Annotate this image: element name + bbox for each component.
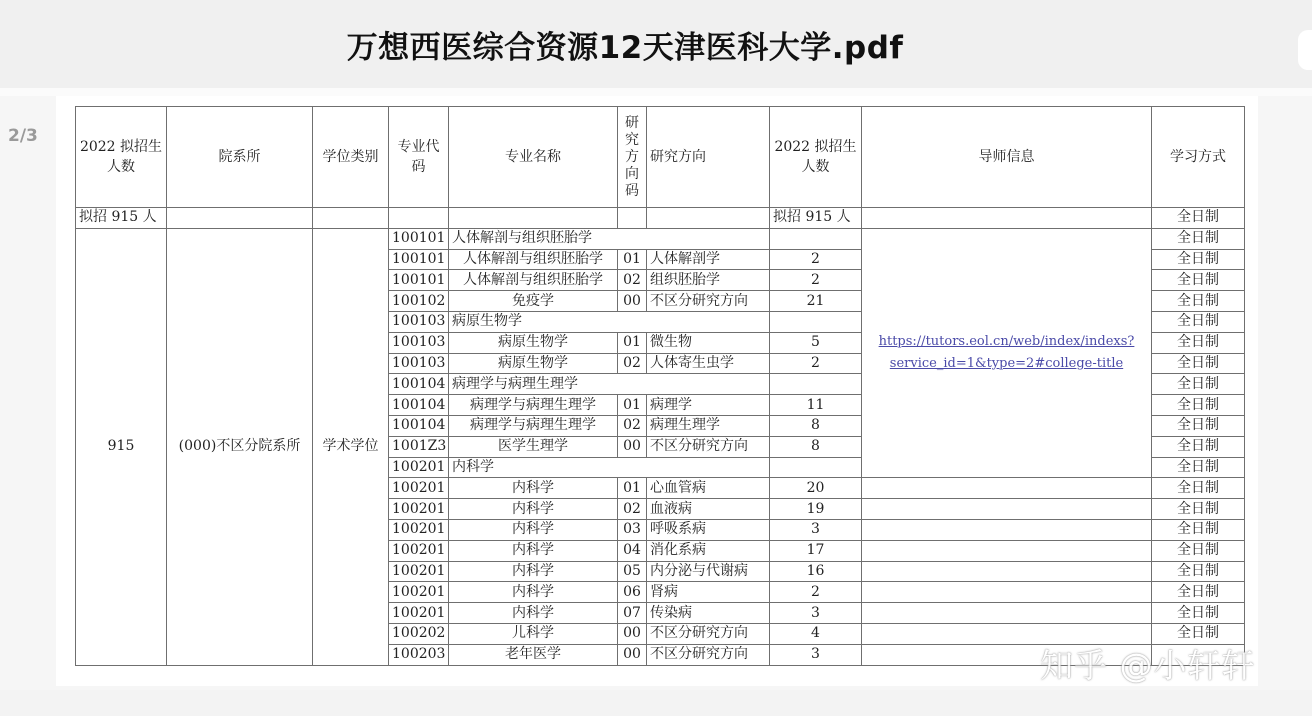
direction-cell: 消化系病: [647, 540, 770, 561]
major-name-cell: 内科学: [449, 582, 618, 603]
tutor-link-line2[interactable]: service_id=1&type=2#college-title: [889, 356, 1124, 372]
empty-cell: [449, 208, 618, 229]
direction-code-cell: 01: [618, 332, 647, 353]
direction-cell: 内分泌与代谢病: [647, 561, 770, 582]
major-code-cell: 1001Z3: [389, 436, 449, 457]
major-code-cell: 100103: [389, 332, 449, 353]
header-cell: 专业代码: [389, 107, 449, 208]
total-enroll-cell: 拟招 915 人: [770, 208, 862, 229]
enroll-num-cell: 3: [770, 644, 862, 665]
mode-cell: 全日制: [1152, 415, 1245, 436]
mode-cell: 全日制: [1152, 436, 1245, 457]
enroll-num-cell: 4: [770, 623, 862, 644]
enroll-num-cell: 19: [770, 499, 862, 520]
total-row: [76, 208, 1245, 229]
direction-cell: 组织胚胎学: [647, 270, 770, 291]
direction-cell: 肾病: [647, 582, 770, 603]
empty-cell: [862, 582, 1152, 603]
direction-code-cell: 02: [618, 499, 647, 520]
enroll-num-cell: 3: [770, 603, 862, 624]
major-name-cell: 内科学: [449, 603, 618, 624]
document-title: 万想西医综合资源12天津医科大学.pdf: [346, 30, 904, 66]
header-cell: 研究方向: [647, 107, 770, 208]
direction-code-cell: 02: [618, 270, 647, 291]
empty-cell: [389, 208, 449, 229]
empty-cell: [647, 208, 770, 229]
direction-code-cell: 03: [618, 519, 647, 540]
table-header-row: [76, 107, 1245, 208]
enroll-num-cell: [770, 228, 862, 249]
major-code-cell: 100104: [389, 374, 449, 395]
enroll-num-cell: 20: [770, 478, 862, 499]
direction-cell: 不区分研究方向: [647, 623, 770, 644]
enroll-num-cell: 21: [770, 291, 862, 312]
empty-cell: [313, 208, 389, 229]
group-degree-cell: 学术学位: [313, 228, 389, 665]
direction-code-cell: 00: [618, 436, 647, 457]
table-row: [76, 228, 1245, 249]
major-code-cell: 100201: [389, 603, 449, 624]
major-code-cell: 100201: [389, 519, 449, 540]
major-name-cell: 内科学: [449, 561, 618, 582]
mode-cell: 全日制: [1152, 582, 1245, 603]
enroll-num-cell: [770, 457, 862, 478]
empty-cell: [862, 603, 1152, 624]
major-code-cell: 100201: [389, 582, 449, 603]
direction-code-cell: 06: [618, 582, 647, 603]
mode-cell: 全日制: [1152, 291, 1245, 312]
enroll-num-cell: 11: [770, 395, 862, 416]
direction-code-cell: 02: [618, 353, 647, 374]
enroll-num-cell: [770, 311, 862, 332]
major-name-cell: 病原生物学: [449, 311, 770, 332]
page-gap: [0, 88, 1312, 96]
direction-code-cell: 00: [618, 623, 647, 644]
major-code-cell: 100201: [389, 499, 449, 520]
admissions-table: [75, 106, 1245, 666]
header-cell: 学位类别: [313, 107, 389, 208]
direction-code-cell: 01: [618, 249, 647, 270]
major-name-cell: 内科学: [449, 478, 618, 499]
direction-code-cell: 01: [618, 395, 647, 416]
major-name-cell: 内科学: [449, 457, 770, 478]
major-name-cell: 病理学与病理生理学: [449, 374, 770, 395]
major-name-cell: 儿科学: [449, 623, 618, 644]
mode-cell: 全日制: [1152, 603, 1245, 624]
major-code-cell: 100103: [389, 353, 449, 374]
direction-code-cell: 07: [618, 603, 647, 624]
major-name-cell: 内科学: [449, 540, 618, 561]
direction-cell: 病理学: [647, 395, 770, 416]
mode-cell: 全日制: [1152, 228, 1245, 249]
mode-cell: 全日制: [1152, 332, 1245, 353]
direction-cell: 人体解剖学: [647, 249, 770, 270]
direction-code-cell: 02: [618, 415, 647, 436]
direction-code-cell: 00: [618, 291, 647, 312]
bottom-strip: [0, 690, 1312, 716]
mode-cell: 全日制: [1152, 311, 1245, 332]
enroll-num-cell: 5: [770, 332, 862, 353]
direction-cell: 病理生理学: [647, 415, 770, 436]
major-name-cell: 人体解剖与组织胚胎学: [449, 249, 618, 270]
empty-cell: [862, 561, 1152, 582]
enroll-num-cell: 2: [770, 353, 862, 374]
direction-code-cell: 00: [618, 644, 647, 665]
empty-cell: [618, 208, 647, 229]
major-code-cell: 100202: [389, 623, 449, 644]
direction-cell: 呼吸系病: [647, 519, 770, 540]
direction-cell: 不区分研究方向: [647, 436, 770, 457]
enroll-num-cell: 2: [770, 249, 862, 270]
major-name-cell: 病理学与病理生理学: [449, 395, 618, 416]
major-code-cell: 100103: [389, 311, 449, 332]
enroll-num-cell: 16: [770, 561, 862, 582]
direction-cell: 微生物: [647, 332, 770, 353]
mode-cell: 全日制: [1152, 478, 1245, 499]
mode-cell: 全日制: [1152, 561, 1245, 582]
mode-cell: 全日制: [1152, 457, 1245, 478]
direction-code-cell: 01: [618, 478, 647, 499]
major-code-cell: 100201: [389, 561, 449, 582]
enroll-num-cell: 2: [770, 582, 862, 603]
direction-code-cell: 05: [618, 561, 647, 582]
enroll-num-cell: 2: [770, 270, 862, 291]
direction-code-cell: 04: [618, 540, 647, 561]
major-code-cell: 100104: [389, 395, 449, 416]
mode-cell: 全日制: [1152, 374, 1245, 395]
empty-cell: [862, 478, 1152, 499]
header-cell: 学习方式: [1152, 107, 1245, 208]
enroll-num-cell: 3: [770, 519, 862, 540]
mode-cell: 全日制: [1152, 540, 1245, 561]
major-code-cell: 100203: [389, 644, 449, 665]
empty-cell: [167, 208, 313, 229]
mode-cell: 全日制: [1152, 249, 1245, 270]
direction-cell: 血液病: [647, 499, 770, 520]
mode-cell: 全日制: [1152, 208, 1245, 229]
document-header: [0, 0, 1312, 88]
major-name-cell: 人体解剖与组织胚胎学: [449, 270, 618, 291]
direction-cell: 传染病: [647, 603, 770, 624]
major-name-cell: 医学生理学: [449, 436, 618, 457]
major-code-cell: 100201: [389, 540, 449, 561]
mode-cell: 全日制: [1152, 499, 1245, 520]
mode-cell: 全日制: [1152, 623, 1245, 644]
header-cell: 导师信息: [862, 107, 1152, 208]
enroll-num-cell: 8: [770, 436, 862, 457]
header-cell: 院系所: [167, 107, 313, 208]
direction-cell: 不区分研究方向: [647, 291, 770, 312]
major-name-cell: 病原生物学: [449, 332, 618, 353]
major-code-cell: 100104: [389, 415, 449, 436]
empty-cell: [862, 208, 1152, 229]
tutor-link-line1[interactable]: https://tutors.eol.cn/web/index/indexs?: [878, 334, 1135, 350]
header-cell: 研究方向码: [618, 107, 647, 208]
major-code-cell: 100101: [389, 270, 449, 291]
direction-cell: 人体寄生虫学: [647, 353, 770, 374]
enroll-num-cell: 8: [770, 415, 862, 436]
major-name-cell: 内科学: [449, 519, 618, 540]
major-code-cell: 100101: [389, 249, 449, 270]
major-code-cell: 100201: [389, 478, 449, 499]
empty-cell: [862, 540, 1152, 561]
major-code-cell: 100201: [389, 457, 449, 478]
empty-cell: [862, 519, 1152, 540]
header-cell: 专业名称: [449, 107, 618, 208]
watermark: 知乎 @小轩轩: [1040, 646, 1256, 685]
major-name-cell: 免疫学: [449, 291, 618, 312]
header-side-button[interactable]: [1298, 30, 1312, 70]
major-name-cell: 老年医学: [449, 644, 618, 665]
direction-cell: 心血管病: [647, 478, 770, 499]
empty-cell: [862, 499, 1152, 520]
header-cell: 2022 拟招生人数: [76, 107, 167, 208]
group-enroll-cell: 915: [76, 228, 167, 665]
total-enroll-cell: 拟招 915 人: [76, 208, 167, 229]
major-code-cell: 100101: [389, 228, 449, 249]
major-name-cell: 内科学: [449, 499, 618, 520]
page-indicator: 2/3: [8, 126, 38, 146]
enroll-num-cell: [770, 374, 862, 395]
mode-cell: 全日制: [1152, 395, 1245, 416]
group-dept-cell: (000)不区分院系所: [167, 228, 313, 665]
tutor-info-cell: [862, 228, 1152, 478]
major-name-cell: 人体解剖与组织胚胎学: [449, 228, 770, 249]
major-name-cell: 病理学与病理生理学: [449, 415, 618, 436]
mode-cell: 全日制: [1152, 353, 1245, 374]
major-name-cell: 病原生物学: [449, 353, 618, 374]
direction-cell: 不区分研究方向: [647, 644, 770, 665]
enroll-num-cell: 17: [770, 540, 862, 561]
header-cell: 2022 拟招生人数: [770, 107, 862, 208]
table-body: [76, 107, 1245, 666]
major-code-cell: 100102: [389, 291, 449, 312]
mode-cell: 全日制: [1152, 270, 1245, 291]
mode-cell: 全日制: [1152, 519, 1245, 540]
